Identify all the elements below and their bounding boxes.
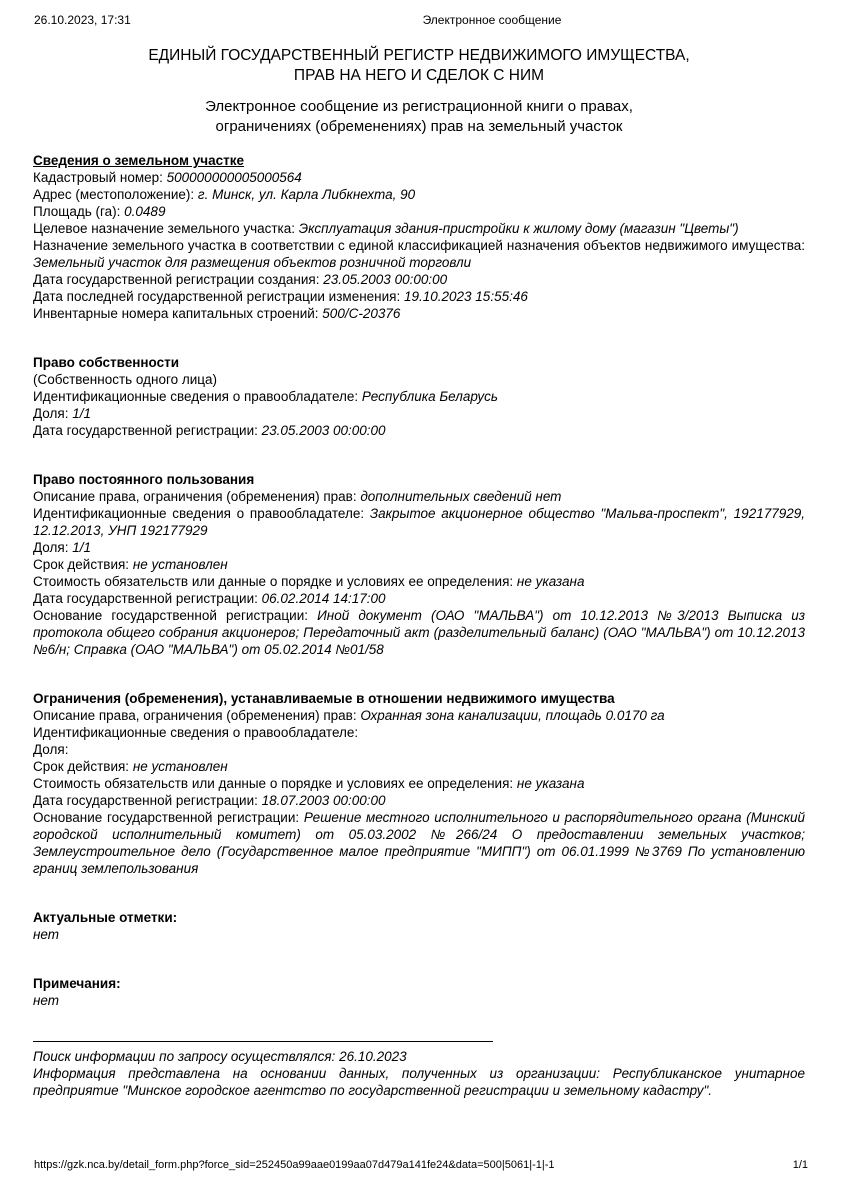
field-value: 18.07.2003 00:00:00 xyxy=(261,793,386,808)
field-label: Инвентарные номера капитальных строений: xyxy=(33,306,323,321)
section-encumbrances xyxy=(33,690,805,877)
field-value: Эксплуатация здания-пристройки к жилому дому (магазин "Цветы") xyxy=(298,221,739,236)
field-row xyxy=(33,556,805,573)
field-label: (Собственность одного лица) xyxy=(33,372,218,387)
field-value: не указана xyxy=(516,776,585,791)
field-label: Стоимость обязательств или данные о порядке и условиях ее определения: xyxy=(33,574,517,589)
field-label: Дата государственной регистрации: xyxy=(33,423,262,438)
field-row xyxy=(33,203,805,220)
field-row xyxy=(33,488,805,505)
section-permanent-use-right xyxy=(33,471,805,658)
page-indicator: 1/1 xyxy=(792,1159,808,1171)
section-heading: Актуальные отметки: xyxy=(33,910,178,925)
field-value: Республика Беларусь xyxy=(361,389,499,404)
section-heading: Примечания: xyxy=(33,976,121,991)
field-value: не указана xyxy=(516,574,585,589)
field-value: 1/1 xyxy=(72,540,91,555)
field-row xyxy=(33,926,805,943)
field-value: Охранная зона канализации, площадь 0.0170 га xyxy=(360,708,665,723)
field-value: 1/1 xyxy=(72,406,91,421)
field-value: Земельный участок для размещения объектов розничной торговли xyxy=(33,255,472,270)
field-row xyxy=(33,505,805,539)
field-row xyxy=(33,220,805,237)
field-label: Стоимость обязательств или данные о порядке и условиях ее определения: xyxy=(33,776,517,791)
field-value: не установлен xyxy=(132,759,228,774)
field-row xyxy=(33,775,805,792)
field-value: 500/С-20376 xyxy=(322,306,401,321)
field-row xyxy=(33,992,805,1009)
field-label: Идентификационные сведения о правообладателе: xyxy=(33,389,362,404)
field-value: 23.05.2003 00:00:00 xyxy=(323,272,448,287)
section-ownership-right xyxy=(33,354,805,439)
registry-subtitle-line2: ограничениях (обременениях) прав на земельный участок xyxy=(215,118,623,135)
document-body xyxy=(33,46,805,1099)
section-heading: Сведения о земельном участке xyxy=(33,153,244,168)
field-label: Дата государственной регистрации создания: xyxy=(33,272,324,287)
field-row xyxy=(33,707,805,724)
footer-source-note: Информация представлена на основании данных, полученных из организации: Республиканское унитарное предприятие "Минское городское агентство по государственной регистрации и земельному кадастру". xyxy=(33,1066,805,1098)
section-heading: Ограничения (обременения), устанавливаемые в отношении недвижимого имущества xyxy=(33,691,615,706)
field-label: Описание права, ограничения (обременения) прав: xyxy=(33,708,361,723)
field-row xyxy=(33,388,805,405)
field-value: дополнительных сведений нет xyxy=(360,489,562,504)
field-label: Дата государственной регистрации: xyxy=(33,793,262,808)
field-label: Основание государственной регистрации: xyxy=(33,810,304,825)
registry-title-line2: ПРАВ НА НЕГО И СДЕЛОК С НИМ xyxy=(293,67,545,84)
section-heading: Право собственности xyxy=(33,355,180,370)
section-actual-marks xyxy=(33,909,805,943)
field-label: Доля: xyxy=(33,406,73,421)
field-value: нет xyxy=(33,993,60,1008)
field-row xyxy=(33,371,805,388)
field-row xyxy=(33,237,805,271)
field-label: Доля: xyxy=(33,540,73,555)
field-label: Дата государственной регистрации: xyxy=(33,591,262,606)
field-row xyxy=(33,573,805,590)
field-label: Идентификационные сведения о правообладателе: xyxy=(33,506,370,521)
registry-title-line1: ЕДИНЫЙ ГОСУДАРСТВЕННЫЙ РЕГИСТР НЕДВИЖИМОГО ИМУЩЕСТВА, xyxy=(148,47,690,64)
print-header-doc-name: Электронное сообщение xyxy=(422,13,562,27)
footer-search-note: Поиск информации по запросу осуществлялся: 26.10.2023 xyxy=(33,1049,407,1064)
section-parcel-info xyxy=(33,152,805,322)
section-notes xyxy=(33,975,805,1009)
page-url: https://gzk.nca.by/detail_form.php?force_sid=252450a99aae0199aa07d479a141fe24&data=500|5061|-1|-1 xyxy=(34,1159,555,1171)
field-label: Назначение земельного участка в соответствии с единой классификацией назначения объектов недвижимого имущества: xyxy=(33,238,805,253)
field-row xyxy=(33,186,805,203)
field-value: 19.10.2023 15:55:46 xyxy=(403,289,528,304)
field-row xyxy=(33,590,805,607)
field-label: Кадастровый номер: xyxy=(33,170,167,185)
field-row xyxy=(33,305,805,322)
field-row xyxy=(33,405,805,422)
field-value: 0.0489 xyxy=(124,204,166,219)
field-row xyxy=(33,288,805,305)
footer-rule xyxy=(33,1041,493,1042)
field-label: Адрес (местоположение): xyxy=(33,187,198,202)
field-label: Доля: xyxy=(33,742,69,757)
field-label: Описание права, ограничения (обременения) прав: xyxy=(33,489,361,504)
field-value: Закрытое акционерное общество "Мальва-проспект", 192177929, 12.12.2013, УНП 192177929 xyxy=(33,506,805,538)
field-label: Идентификационные сведения о правообладателе: xyxy=(33,725,359,740)
field-row xyxy=(33,607,805,658)
field-row xyxy=(33,539,805,556)
field-label: Основание государственной регистрации: xyxy=(33,608,318,623)
field-row xyxy=(33,758,805,775)
registry-subtitle-line1: Электронное сообщение из регистрационной книги о правах, xyxy=(205,98,633,115)
field-value: нет xyxy=(33,927,60,942)
field-row xyxy=(33,271,805,288)
field-label: Целевое назначение земельного участка: xyxy=(33,221,299,236)
document-footer xyxy=(33,1041,805,1099)
field-value: 23.05.2003 00:00:00 xyxy=(261,423,386,438)
section-heading: Право постоянного пользования xyxy=(33,472,255,487)
field-value: Иной документ (ОАО "МАЛЬВА") от 10.12.2013 №3/2013 Выписка из протокола общего собрания акционеров; Передаточный акт (разделительный баланс) (ОАО "МАЛЬВА") от 10.12.2013 №6/н; Справка (ОАО "МАЛЬВА") от 05.02.2014 №01/58 xyxy=(33,608,805,657)
print-header-datetime: 26.10.2023, 17:31 xyxy=(34,13,131,27)
field-row xyxy=(33,724,805,741)
field-label: Дата последней государственной регистрации изменения: xyxy=(33,289,404,304)
field-label: Срок действия: xyxy=(33,557,133,572)
field-value: Решение местного исполнительного и распорядительного органа (Минский городской исполнительный комитет) от 05.03.2002 №266/24 О предоставлении земельных участков; Землеустроительное дело (Государственное малое предприятие "МИПП") от 06.01.1999 №3769 По установлению границ землепользования xyxy=(33,810,805,876)
field-row xyxy=(33,169,805,186)
field-value: 500000000005000564 xyxy=(166,170,302,185)
field-row xyxy=(33,809,805,877)
field-row xyxy=(33,422,805,439)
field-label: Площадь (га): xyxy=(33,204,125,219)
registry-subtitle xyxy=(33,97,805,137)
field-value: г. Минск, ул. Карла Либкнехта, 90 xyxy=(197,187,416,202)
field-row xyxy=(33,741,805,758)
registry-title xyxy=(33,46,805,86)
field-label: Срок действия: xyxy=(33,759,133,774)
field-value: не установлен xyxy=(132,557,228,572)
field-value: 06.02.2014 14:17:00 xyxy=(261,591,386,606)
field-row xyxy=(33,792,805,809)
